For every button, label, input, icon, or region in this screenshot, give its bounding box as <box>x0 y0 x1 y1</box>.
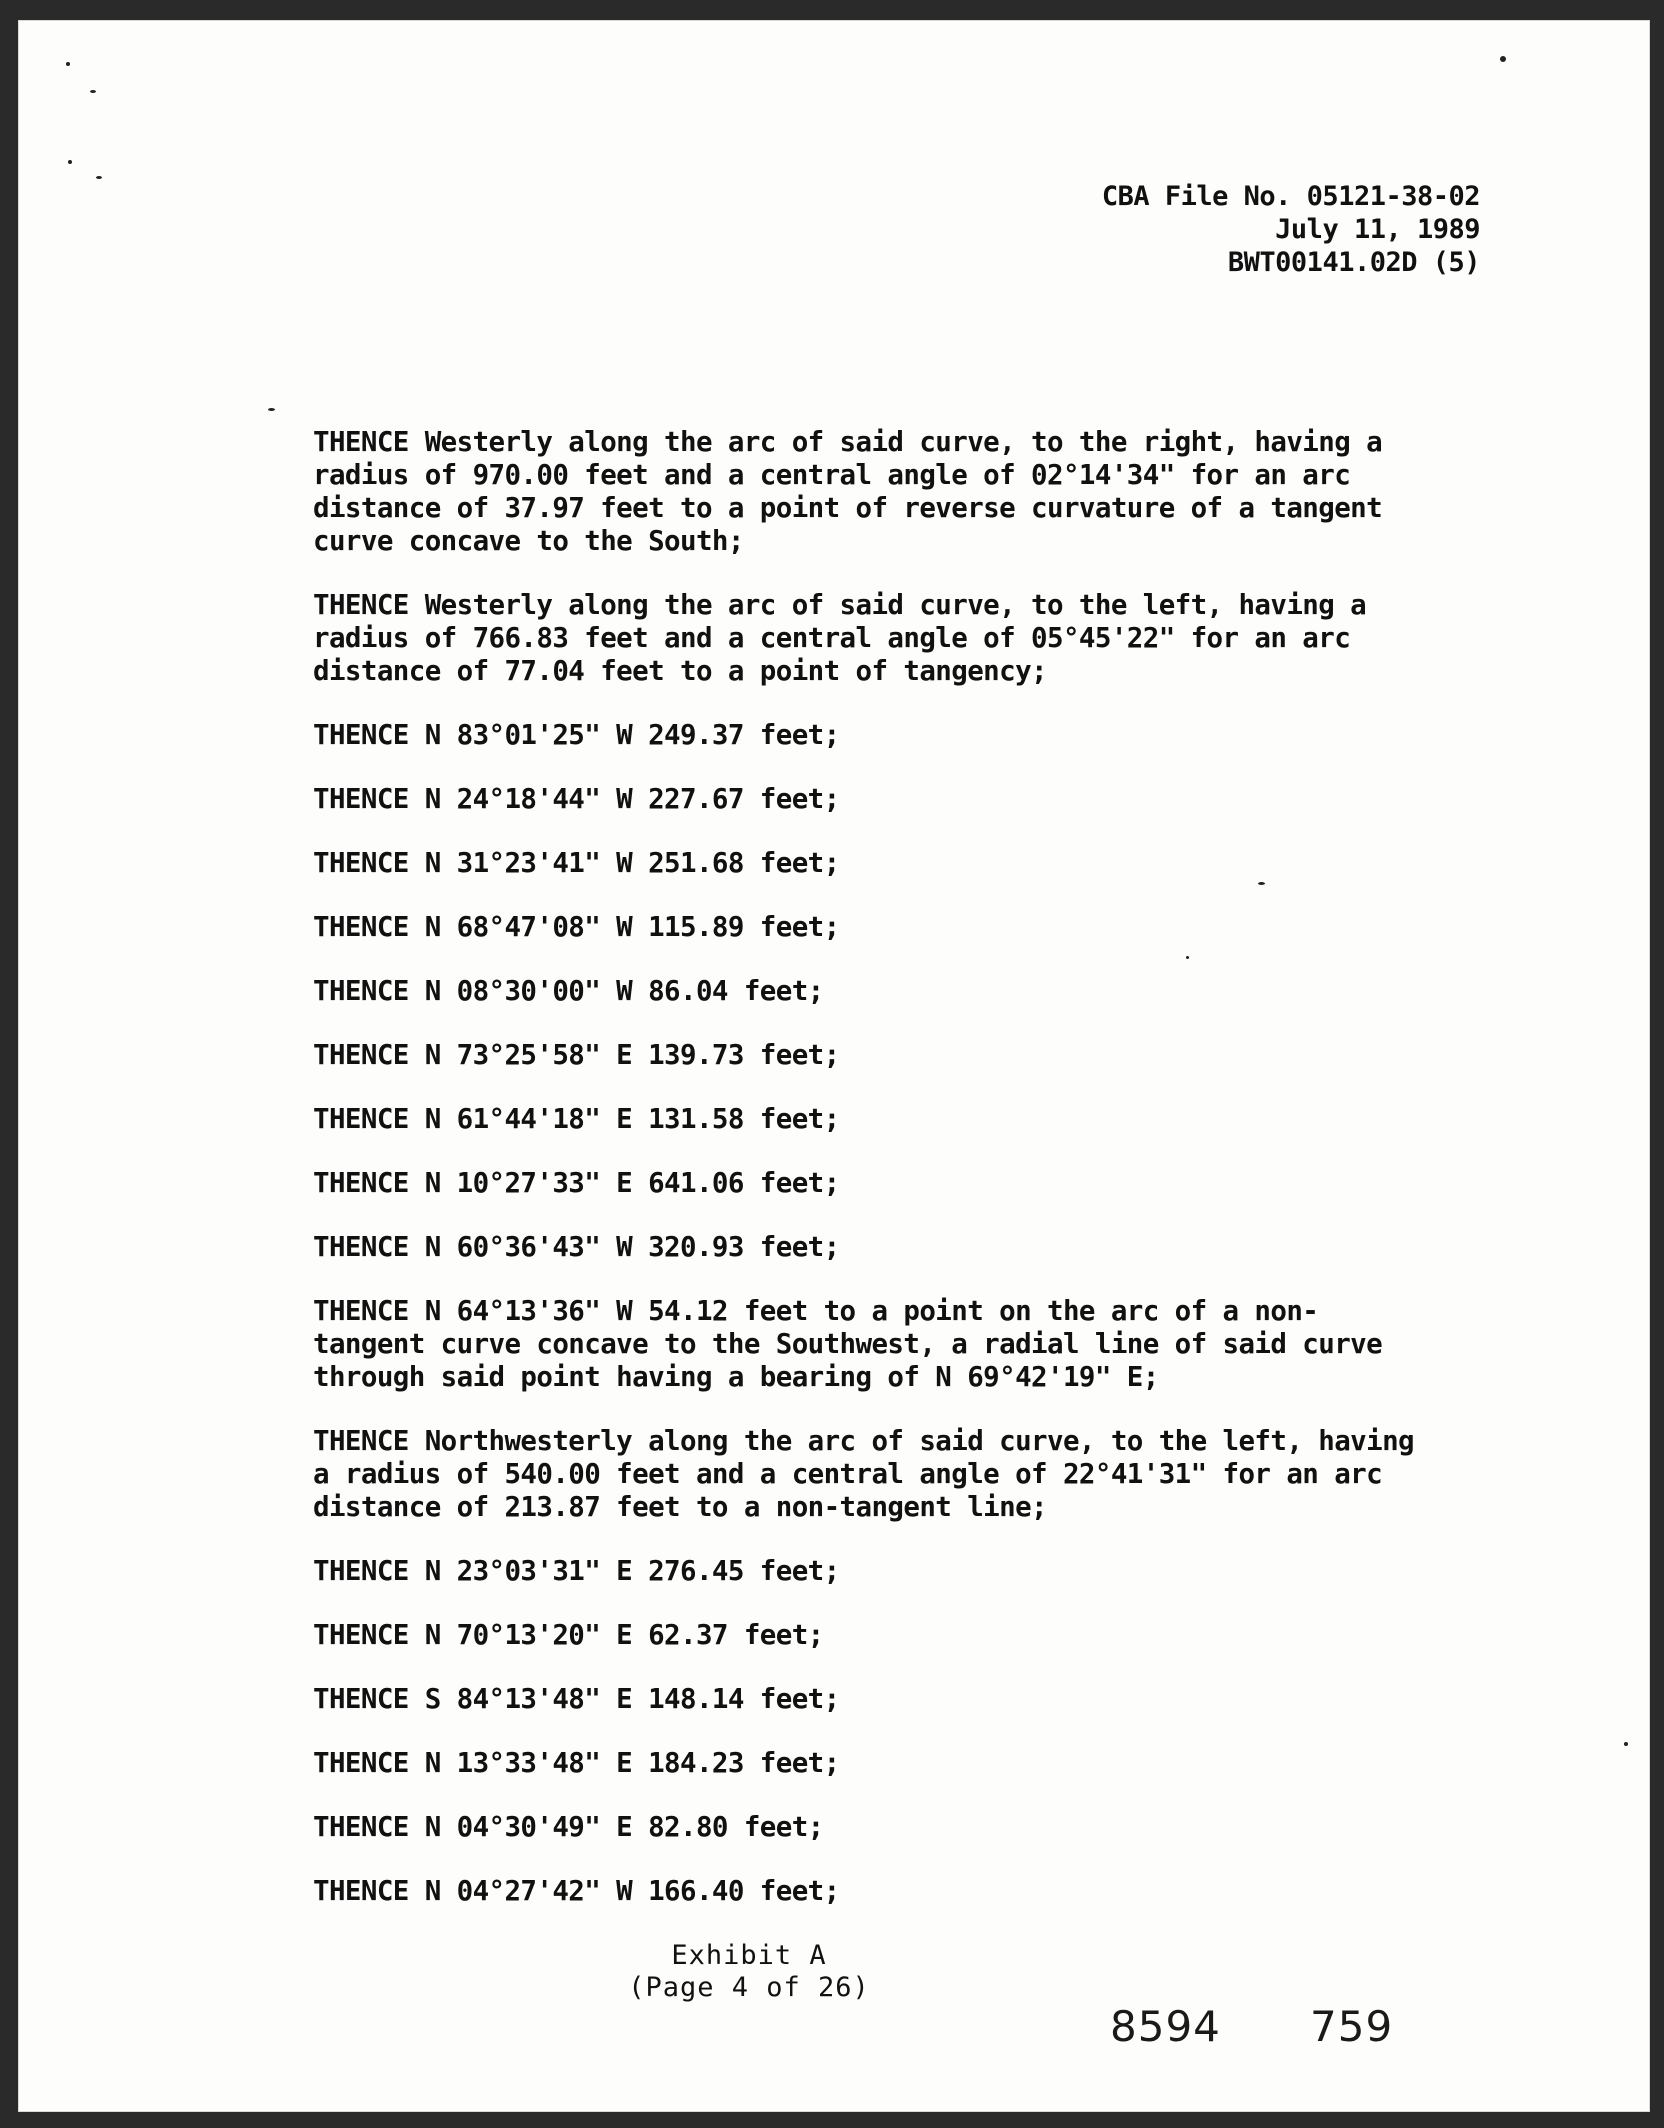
course-paragraph: THENCE Westerly along the arc of said curve, to the left, having a radius of 766.83 feet and a central angle of 05°45'22" for an arc distance of 77.04 feet to a point of tangency; <box>313 589 1367 687</box>
course-line: THENCE N 24°18'44" W 227.67 feet; <box>313 783 840 815</box>
course-line: THENCE N 08°30'00" W 86.04 feet; <box>313 975 824 1007</box>
course-line: THENCE N 10°27'33" E 641.06 feet; <box>313 1167 840 1199</box>
course-line: THENCE N 70°13'20" E 62.37 feet; <box>313 1619 824 1651</box>
scan-speck <box>90 90 96 93</box>
course-line: THENCE N 61°44'18" E 131.58 feet; <box>313 1103 840 1135</box>
course-line: THENCE N 04°30'49" E 82.80 feet; <box>313 1811 824 1843</box>
course-line: THENCE N 68°47'08" W 115.89 feet; <box>313 911 840 943</box>
scan-speck <box>96 176 102 179</box>
file-number: CBA File No. 05121-38-02 <box>1101 181 1480 212</box>
document-date: July 11, 1989 <box>1275 214 1480 245</box>
scan-speck <box>1500 56 1506 62</box>
scan-speck <box>268 408 275 411</box>
course-line: THENCE N 23°03'31" E 276.45 feet; <box>313 1555 840 1587</box>
document-code: BWT00141.02D (5) <box>1227 247 1480 278</box>
course-line: THENCE S 84°13'48" E 148.14 feet; <box>313 1683 840 1715</box>
exhibit-label: Exhibit A <box>671 1940 827 1971</box>
page-indicator: (Page 4 of 26) <box>628 1972 870 2003</box>
course-paragraph: THENCE Northwesterly along the arc of said curve, to the left, having a radius of 540.00 feet and a central angle of 22°41'31" for an arc distance of 213.87 feet to a non-tangent line; <box>313 1425 1414 1523</box>
document-page <box>18 20 1650 2112</box>
handwritten-page-number: 759 <box>1310 2002 1394 2051</box>
course-line: THENCE N 83°01'25" W 249.37 feet; <box>313 719 840 751</box>
handwritten-book-number: 8594 <box>1110 2002 1221 2051</box>
scan-speck <box>1624 1742 1628 1746</box>
legal-description <box>313 426 1473 1908</box>
exhibit-footer <box>18 1940 1650 2004</box>
scan-speck <box>66 62 70 66</box>
course-line: THENCE N 60°36'43" W 320.93 feet; <box>313 1231 840 1263</box>
course-line: THENCE N 31°23'41" W 251.68 feet; <box>313 847 840 879</box>
course-line: THENCE N 73°25'58" E 139.73 feet; <box>313 1039 840 1071</box>
course-paragraph: THENCE N 64°13'36" W 54.12 feet to a point on the arc of a non- tangent curve concave to the Southwest, a radial line of said curve through said point having a bearing of N 69°42'19" E; <box>313 1295 1383 1393</box>
course-line: THENCE N 13°33'48" E 184.23 feet; <box>313 1747 840 1779</box>
course-paragraph: THENCE Westerly along the arc of said curve, to the right, having a radius of 970.00 feet and a central angle of 02°14'34" for an arc distance of 37.97 feet to a point of reverse curvature of a tangent curve concave to the South; <box>313 426 1383 557</box>
scan-speck <box>68 160 72 164</box>
course-line: THENCE N 04°27'42" W 166.40 feet; <box>313 1875 840 1907</box>
document-header <box>1102 180 1480 279</box>
